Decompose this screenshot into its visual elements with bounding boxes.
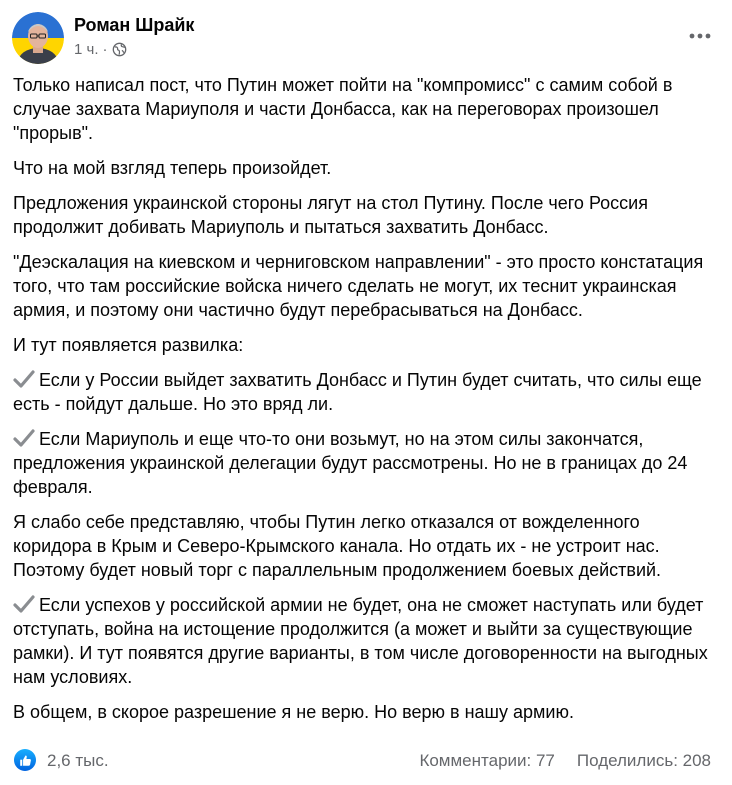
comments-count[interactable]: Комментарии: 77 — [419, 751, 555, 770]
more-options-button[interactable] — [682, 22, 718, 50]
reactions-count[interactable]: 2,6 тыс. — [47, 751, 109, 770]
check-mark-icon — [13, 428, 35, 448]
post-footer — [0, 740, 732, 780]
meta-separator: · — [102, 41, 108, 58]
post-header — [0, 0, 732, 70]
like-icon[interactable] — [14, 749, 36, 771]
check-mark-icon — [13, 594, 35, 614]
post-paragraph: Только написал пост, что Путин может пойти на "компромисс" с самим собой в случае захвата Мариуполя и части Донбасса, как на переговорах произошел "прорыв". — [13, 75, 673, 143]
globe-icon — [112, 42, 127, 57]
post-meta — [74, 41, 127, 58]
post-paragraph: Предложения украинской стороны лягут на стол Путину. После чего Россия продолжит добивать Мариуполь и пытаться захватить Донбасс. — [13, 193, 648, 237]
post-paragraph: Что на мой взгляд теперь произойдет. — [13, 158, 332, 178]
check-mark-icon — [13, 369, 35, 389]
post-paragraph: Если у России выйдет захватить Донбасс и Путин будет считать, что силы еще есть - пойдут дальше. Но это вряд ли. — [13, 370, 702, 414]
more-options-icon — [688, 27, 712, 45]
post-stats — [419, 751, 711, 771]
post-paragraph: Если успехов у российской армии не будет, она не сможет наступать или будет отступать, война на истощение продолжится (а может и выйти за существующие рамки). И тут появятся другие варианты, в том числе договоренности на выгодных нам условиях. — [13, 595, 708, 687]
post-paragraph: В общем, в скорое разрешение я не верю. Но верю в нашу армию. — [13, 702, 574, 722]
shares-count[interactable]: Поделились: 208 — [576, 751, 711, 770]
post-paragraph: Я слабо себе представляю, чтобы Путин легко отказался от вожделенного коридора в Крым и Северо-Крымского канала. Но отдать их - не устроит нас. Поэтому будет новый торг с параллельным продолжением боевых действий. — [13, 512, 662, 580]
post-paragraph: "Деэскалация на киевском и черниговском направлении" - это просто констатация того, что там российские войска ничего сделать не могут, их теснит украинская армия, и поэтому они частично будут перебрасываться на Донбасс. — [13, 252, 704, 320]
post-paragraph: Если Мариуполь и еще что-то они возьмут, но на этом силы закончатся, предложения украинской делегации будут рассмотрены. Но не в границах до 24 февраля. — [13, 429, 688, 497]
post-paragraph: И тут появляется развилка: — [13, 335, 244, 355]
post-time[interactable]: 1 ч. — [74, 41, 99, 58]
post-text — [13, 73, 719, 735]
author-avatar[interactable] — [12, 12, 64, 64]
author-name[interactable]: Роман Шрайк — [74, 15, 195, 35]
